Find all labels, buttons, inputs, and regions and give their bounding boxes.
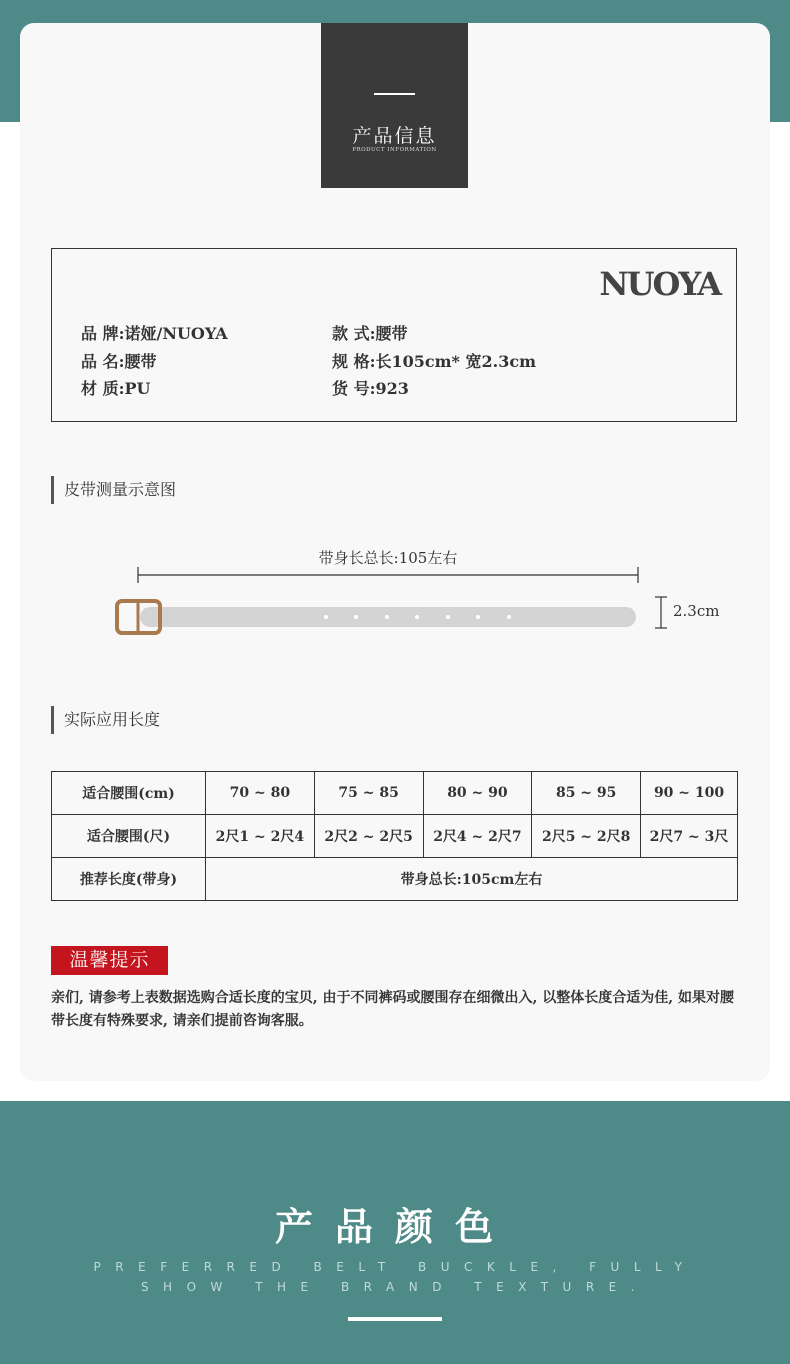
table-cell: 带身总长:105cm左右 [206,858,738,901]
table-cell: 90 ~ 100 [641,772,738,815]
tip-text: 亲们, 请参考上表数据选购合适长度的宝贝, 由于不同裤码或腰围存在细微出入, 以整体长度合适为佳, 如果对腰带长度有特殊要求, 请亲们提前咨询客服。 [51,990,734,1029]
color-subtitle-line1: PREFERRED BELT BUCKLE, FULLY [93,1260,697,1274]
table-cell: 2尺1 ~ 2尺4 [206,815,315,858]
color-section-title: 产品颜色 [274,1205,515,1249]
tip-badge: 温馨提示 [51,946,168,975]
table-row [52,815,738,858]
usage-section-title: 实际应用长度 [51,706,160,734]
width-dimension-line [655,597,667,628]
length-dimension-line [138,567,638,583]
size-table [51,771,738,901]
table-cell: 80 ~ 90 [423,772,532,815]
spec-material: 材 质:PU [81,379,151,398]
table-row [52,772,738,815]
badge-title: 产品信息 [352,125,437,147]
table-cell: 70 ~ 80 [206,772,315,815]
spec-name: 品 名:腰带 [81,352,157,371]
length-label: 带身长总长:105左右 [318,549,458,567]
badge-subtitle: PRODUCT INFORMATION [352,147,437,153]
width-label: 2.3cm [673,602,720,620]
color-subtitle-line2: SHOW THE BRAND TEXTURE. [140,1280,650,1294]
table-cell: 2尺7 ~ 3尺 [641,815,738,858]
spec-sku: 货 号:923 [332,379,409,398]
measure-section-title: 皮带测量示意图 [51,476,176,504]
row-header: 适合腰围(尺) [52,815,206,858]
spec-size: 规 格:长105cm* 宽2.3cm [332,352,536,371]
row-header: 推荐长度(带身) [52,858,206,901]
table-cell: 85 ~ 95 [532,772,641,815]
spec-brand: 品 牌:诺娅/NUOYA [81,324,228,343]
table-cell: 75 ~ 85 [314,772,423,815]
title-underline [348,1317,442,1321]
table-row [52,858,738,901]
brand-logo: NUOYA [599,265,720,303]
table-cell: 2尺2 ~ 2尺5 [314,815,423,858]
table-cell: 2尺5 ~ 2尺8 [532,815,641,858]
spec-style: 款 式:腰带 [332,324,408,343]
table-cell: 2尺4 ~ 2尺7 [423,815,532,858]
row-header: 适合腰围(cm) [52,772,206,815]
